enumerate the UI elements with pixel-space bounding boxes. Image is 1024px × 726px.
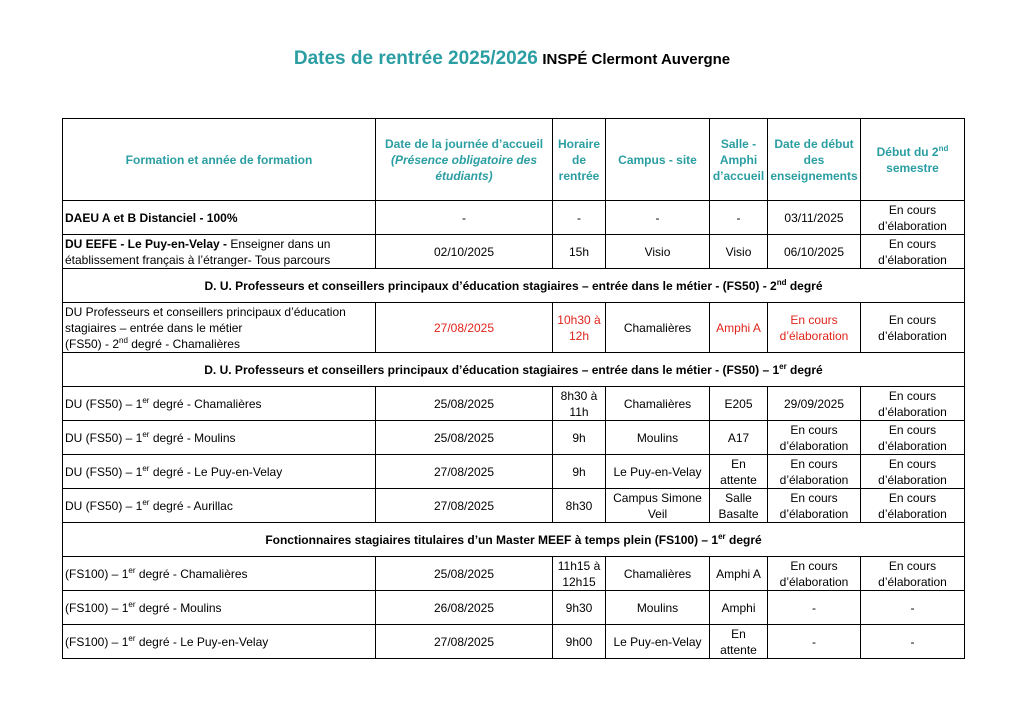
semestre-cell: En cours d’élaboration <box>861 557 965 591</box>
table-row <box>63 489 965 523</box>
title-main: Dates de rentrée 2025/2026 <box>293 48 538 69</box>
horaire-cell: 11h15 à 12h15 <box>553 557 606 591</box>
formation-sup: er <box>142 463 150 473</box>
date-cell: 02/10/2025 <box>376 235 553 269</box>
campus-cell: Le Puy-en-Velay <box>606 625 710 659</box>
semestre-cell: En cours d’élaboration <box>861 303 965 353</box>
horaire-cell: 9h <box>553 421 606 455</box>
formation-cell <box>63 303 376 353</box>
section-title <box>63 353 965 387</box>
debut-cell: - <box>768 625 861 659</box>
formation-pre: DU (FS50) – 1 <box>65 396 143 411</box>
formation-rest: Enseigner dans un établissement français à l’étranger- Tous parcours <box>65 236 331 267</box>
debut-cell: - <box>768 591 861 625</box>
debut-cell: 06/10/2025 <box>768 235 861 269</box>
horaire-cell: 8h30 à 11h <box>553 387 606 421</box>
salle-cell: En attente <box>710 625 768 659</box>
formation-line2-post: degré - Chamalières <box>127 336 240 351</box>
table-row <box>63 591 965 625</box>
formation-sup: er <box>128 599 136 609</box>
semestre-cell: En cours d’élaboration <box>861 489 965 523</box>
date-cell: - <box>376 201 553 235</box>
section-pre: D. U. Professeurs et conseillers principaux d’éducation stagiaires – entrée dans le métier - (FS50) – 1 <box>204 362 780 377</box>
header-campus: Campus - site <box>606 119 710 201</box>
date-cell: 26/08/2025 <box>376 591 553 625</box>
salle-cell: Amphi <box>710 591 768 625</box>
formation-line2-pre: (FS50) - 2 <box>65 336 120 351</box>
formation-pre: DU (FS50) – 1 <box>65 430 143 445</box>
formation-line1: DU Professeurs et conseillers principaux d’éducation stagiaires – entrée dans le métier <box>65 304 346 335</box>
formation-post: degré - Chamalières <box>149 396 262 411</box>
schedule-table <box>62 118 965 659</box>
formation-sup: er <box>142 497 150 507</box>
section-title <box>63 269 965 303</box>
section-row <box>63 353 965 387</box>
debut-cell: 03/11/2025 <box>768 201 861 235</box>
section-title <box>63 523 965 557</box>
salle-cell: Amphi A <box>710 303 768 353</box>
salle-cell: E205 <box>710 387 768 421</box>
campus-cell: Chamalières <box>606 303 710 353</box>
debut-cell: En cours d’élaboration <box>768 455 861 489</box>
salle-cell: A17 <box>710 421 768 455</box>
debut-cell: 29/09/2025 <box>768 387 861 421</box>
header-date-accueil <box>376 119 553 201</box>
date-cell: 27/08/2025 <box>376 489 553 523</box>
formation-post: degré - Le Puy-en-Velay <box>149 464 283 479</box>
date-cell: 27/08/2025 <box>376 625 553 659</box>
salle-cell: Salle Basalte <box>710 489 768 523</box>
formation-sup: er <box>128 565 136 575</box>
campus-cell: - <box>606 201 710 235</box>
formation-pre: (FS100) – 1 <box>65 566 129 581</box>
debut-cell: En cours d’élaboration <box>768 303 861 353</box>
formation-post: degré - Aurillac <box>149 498 233 513</box>
header-semestre-sup: nd <box>938 143 949 153</box>
formation-cell <box>63 421 376 455</box>
campus-cell: Moulins <box>606 591 710 625</box>
date-cell: 25/08/2025 <box>376 557 553 591</box>
formation-cell <box>63 625 376 659</box>
header-formation: Formation et année de formation <box>63 119 376 201</box>
semestre-cell: En cours d’élaboration <box>861 421 965 455</box>
header-debut: Date de début des enseignements <box>768 119 861 201</box>
table-row <box>63 235 965 269</box>
formation-sup: er <box>142 429 150 439</box>
formation-cell <box>63 489 376 523</box>
formation-line2-sup: nd <box>119 335 128 345</box>
formation-post: degré - Moulins <box>135 600 222 615</box>
horaire-cell: 9h30 <box>553 591 606 625</box>
section-pre: Fonctionnaires stagiaires titulaires d’un Master MEEF à temps plein (FS100) – 1 <box>265 532 719 547</box>
table-header-row <box>63 119 965 201</box>
salle-cell: - <box>710 201 768 235</box>
formation-post: degré - Chamalières <box>135 566 248 581</box>
title-institution: INSPÉ Clermont Auvergne <box>542 51 731 68</box>
semestre-cell: - <box>861 625 965 659</box>
formation-pre: DU (FS50) – 1 <box>65 464 143 479</box>
table-row <box>63 421 965 455</box>
page-title <box>0 48 1024 70</box>
horaire-cell: 10h30 à 12h <box>553 303 606 353</box>
date-cell: 25/08/2025 <box>376 387 553 421</box>
formation-sup: er <box>142 395 150 405</box>
section-pre: D. U. Professeurs et conseillers principaux d’éducation stagiaires – entrée dans le métier - (FS50) - 2 <box>204 278 777 293</box>
section-row <box>63 523 965 557</box>
date-cell: 27/08/2025 <box>376 303 553 353</box>
campus-cell: Campus Simone Veil <box>606 489 710 523</box>
semestre-cell: En cours d’élaboration <box>861 235 965 269</box>
campus-cell: Visio <box>606 235 710 269</box>
section-post: degré <box>786 362 823 377</box>
salle-cell: Visio <box>710 235 768 269</box>
section-post: degré <box>725 532 762 547</box>
formation-post: degré - Moulins <box>149 430 236 445</box>
table-row <box>63 557 965 591</box>
header-semestre <box>861 119 965 201</box>
header-date-accueil-label: Date de la journée d’accueil <box>384 136 544 151</box>
table-row <box>63 303 965 353</box>
header-salle: Salle - Amphi d’accueil <box>710 119 768 201</box>
semestre-cell: - <box>861 591 965 625</box>
formation-bold: DU EEFE - Le Puy-en-Velay - <box>65 236 228 251</box>
horaire-cell: 8h30 <box>553 489 606 523</box>
horaire-cell: - <box>553 201 606 235</box>
header-semestre-post: semestre <box>886 160 939 175</box>
section-sup: er <box>718 531 726 541</box>
campus-cell: Le Puy-en-Velay <box>606 455 710 489</box>
formation-sup: er <box>128 633 136 643</box>
section-post: degré <box>786 278 823 293</box>
section-row <box>63 269 965 303</box>
formation-cell <box>63 591 376 625</box>
header-horaire: Horaire de rentrée <box>553 119 606 201</box>
salle-cell: Amphi A <box>710 557 768 591</box>
campus-cell: Moulins <box>606 421 710 455</box>
formation-post: degré - Le Puy-en-Velay <box>135 634 269 649</box>
salle-cell: En attente <box>710 455 768 489</box>
horaire-cell: 15h <box>553 235 606 269</box>
debut-cell: En cours d’élaboration <box>768 489 861 523</box>
horaire-cell: 9h00 <box>553 625 606 659</box>
header-semestre-pre: Début du 2 <box>876 144 939 159</box>
table-row <box>63 201 965 235</box>
section-sup: er <box>779 361 787 371</box>
horaire-cell: 9h <box>553 455 606 489</box>
table-row <box>63 625 965 659</box>
formation-pre: (FS100) – 1 <box>65 600 129 615</box>
table-row <box>63 455 965 489</box>
formation-cell: DAEU A et B Distanciel - 100% <box>63 201 376 235</box>
formation-pre: (FS100) – 1 <box>65 634 129 649</box>
formation-cell <box>63 455 376 489</box>
semestre-cell: En cours d’élaboration <box>861 455 965 489</box>
formation-cell <box>63 557 376 591</box>
formation-pre: DU (FS50) – 1 <box>65 498 143 513</box>
semestre-cell: En cours d’élaboration <box>861 201 965 235</box>
formation-cell <box>63 235 376 269</box>
date-cell: 27/08/2025 <box>376 455 553 489</box>
date-cell: 25/08/2025 <box>376 421 553 455</box>
formation-cell <box>63 387 376 421</box>
header-date-accueil-note: (Présence obligatoire des étudiants) <box>390 152 538 183</box>
section-sup: nd <box>776 277 787 287</box>
debut-cell: En cours d’élaboration <box>768 421 861 455</box>
campus-cell: Chamalières <box>606 557 710 591</box>
table-row <box>63 387 965 421</box>
semestre-cell: En cours d’élaboration <box>861 387 965 421</box>
campus-cell: Chamalières <box>606 387 710 421</box>
debut-cell: En cours d’élaboration <box>768 557 861 591</box>
